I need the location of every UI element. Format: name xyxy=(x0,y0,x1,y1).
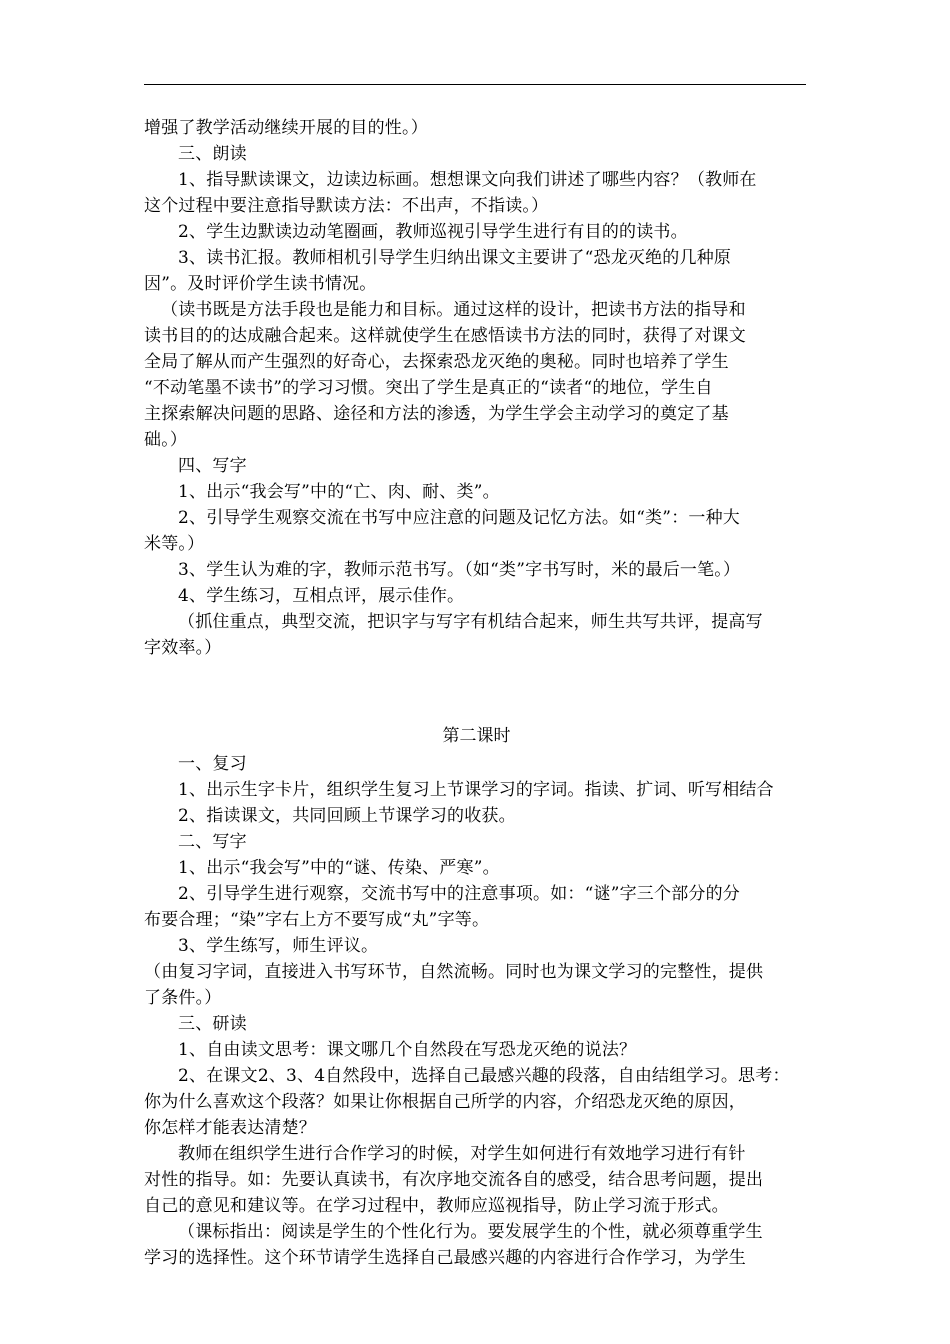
text-line: 2、在课文2、3、4自然段中，选择自己最感兴趣的段落，自由结组学习。思考： xyxy=(178,1066,790,1086)
text-line: 3、读书汇报。教师相机引导学生归纳出课文主要讲了“恐龙灭绝的几种原 xyxy=(178,248,732,268)
text-line: 2、学生边默读边动笔圈画，教师巡视引导学生进行有目的的读书。 xyxy=(178,222,688,242)
text-line: （由复习字词，直接进入书写环节，自然流畅。同时也为课文学习的完整性，提供 xyxy=(144,962,764,982)
text-line: 读书目的的达成融合起来。这样就使学生在感悟读书方法的同时，获得了对课文 xyxy=(144,326,746,346)
text-line: 2、引导学生进行观察，交流书写中的注意事项。如：“谜”字三个部分的分 xyxy=(178,884,740,904)
text-line: 1、指导默读课文，边读边标画。想想课文向我们讲述了哪些内容？（教师在 xyxy=(178,170,757,190)
text-line: 1、出示生字卡片，组织学生复习上节课学习的字词。指读、扩词、听写相结合 xyxy=(178,780,774,800)
header-rule xyxy=(144,84,806,85)
text-line: “不动笔墨不读书”的学习习惯。突出了学生是真正的“读者“的地位，学生自 xyxy=(144,378,713,398)
text-line: 础。） xyxy=(144,430,188,450)
text-line: 布要合理；“染”字右上方不要写成“丸”字等。 xyxy=(144,910,490,930)
section-title: 第二课时 xyxy=(442,726,511,746)
text-line: 教师在组织学生进行合作学习的时候，对学生如何进行有效地学习进行有针 xyxy=(178,1144,746,1164)
text-line: 因”。及时评价学生读书情况。 xyxy=(144,274,377,294)
text-line: 2、指读课文，共同回顾上节课学习的收获。 xyxy=(178,806,516,826)
text-line: 1、自由读文思考：课文哪几个自然段在写恐龙灭绝的说法？ xyxy=(178,1040,637,1060)
text-line: 对性的指导。如：先要认真读书，有次序地交流各自的感受，结合思考问题，提出 xyxy=(144,1170,764,1190)
text-line: 1、出示“我会写”中的“亡、肉、耐、类”。 xyxy=(178,482,500,502)
text-line: 字效率。） xyxy=(144,638,222,658)
text-line: 自己的意见和建议等。在学习过程中，教师应巡视指导，防止学习流于形式。 xyxy=(144,1196,729,1216)
text-line: （抓住重点，典型交流，把识字与写字有机结合起来，师生共写共评，提高写 xyxy=(178,612,763,632)
text-line: 主探索解决问题的思路、途径和方法的渗透，为学生学会主动学习的奠定了基 xyxy=(144,404,729,424)
text-line: 学习的选择性。这个环节请学生选择自己最感兴趣的内容进行合作学习，为学生 xyxy=(144,1248,746,1268)
text-line: 你为什么喜欢这个段落？如果让你根据自己所学的内容，介绍恐龙灭绝的原因， xyxy=(144,1092,746,1112)
text-line: 增强了教学活动继续开展的目的性。） xyxy=(144,118,428,138)
heading-review: 一、复习 xyxy=(178,754,247,774)
text-line: 3、学生练写，师生评议。 xyxy=(178,936,379,956)
text-line: 全局了解从而产生强烈的好奇心，去探索恐龙灭绝的奥秘。同时也培养了学生 xyxy=(144,352,729,372)
spacer xyxy=(144,687,809,713)
part2 xyxy=(144,751,809,1271)
heading-writing: 四、写字 xyxy=(178,456,247,476)
heading-reading: 三、朗读 xyxy=(178,144,247,164)
part1 xyxy=(144,115,809,661)
text-line: 4、学生练习，互相点评，展示佳作。 xyxy=(178,586,465,606)
text-line: （读书既是方法手段也是能力和目标。通过这样的设计，把读书方法的指导和 xyxy=(161,300,746,320)
spacer xyxy=(144,661,809,687)
document-body xyxy=(144,115,809,1271)
text-line: 1、出示“我会写”中的“谜、传染、严寒”。 xyxy=(178,858,500,878)
text-line: 了条件。） xyxy=(144,988,222,1008)
text-line: 2、引导学生观察交流在书写中应注意的问题及记忆方法。如“类”：一种大 xyxy=(178,508,740,528)
text-line: 这个过程中要注意指导默读方法：不出声，不指读。） xyxy=(144,196,549,216)
text-line: 3、学生认为难的字，教师示范书写。（如“类”字书写时，米的最后一笔。） xyxy=(178,560,741,580)
text-line: （课标指出：阅读是学生的个性化行为。要发展学生的个性，就必须尊重学生 xyxy=(178,1222,763,1242)
text-line: 你怎样才能表达清楚？ xyxy=(144,1118,316,1138)
heading-study: 三、研读 xyxy=(178,1014,247,1034)
text-line: 米等。） xyxy=(144,534,205,554)
heading-writing-2: 二、写字 xyxy=(178,832,247,852)
